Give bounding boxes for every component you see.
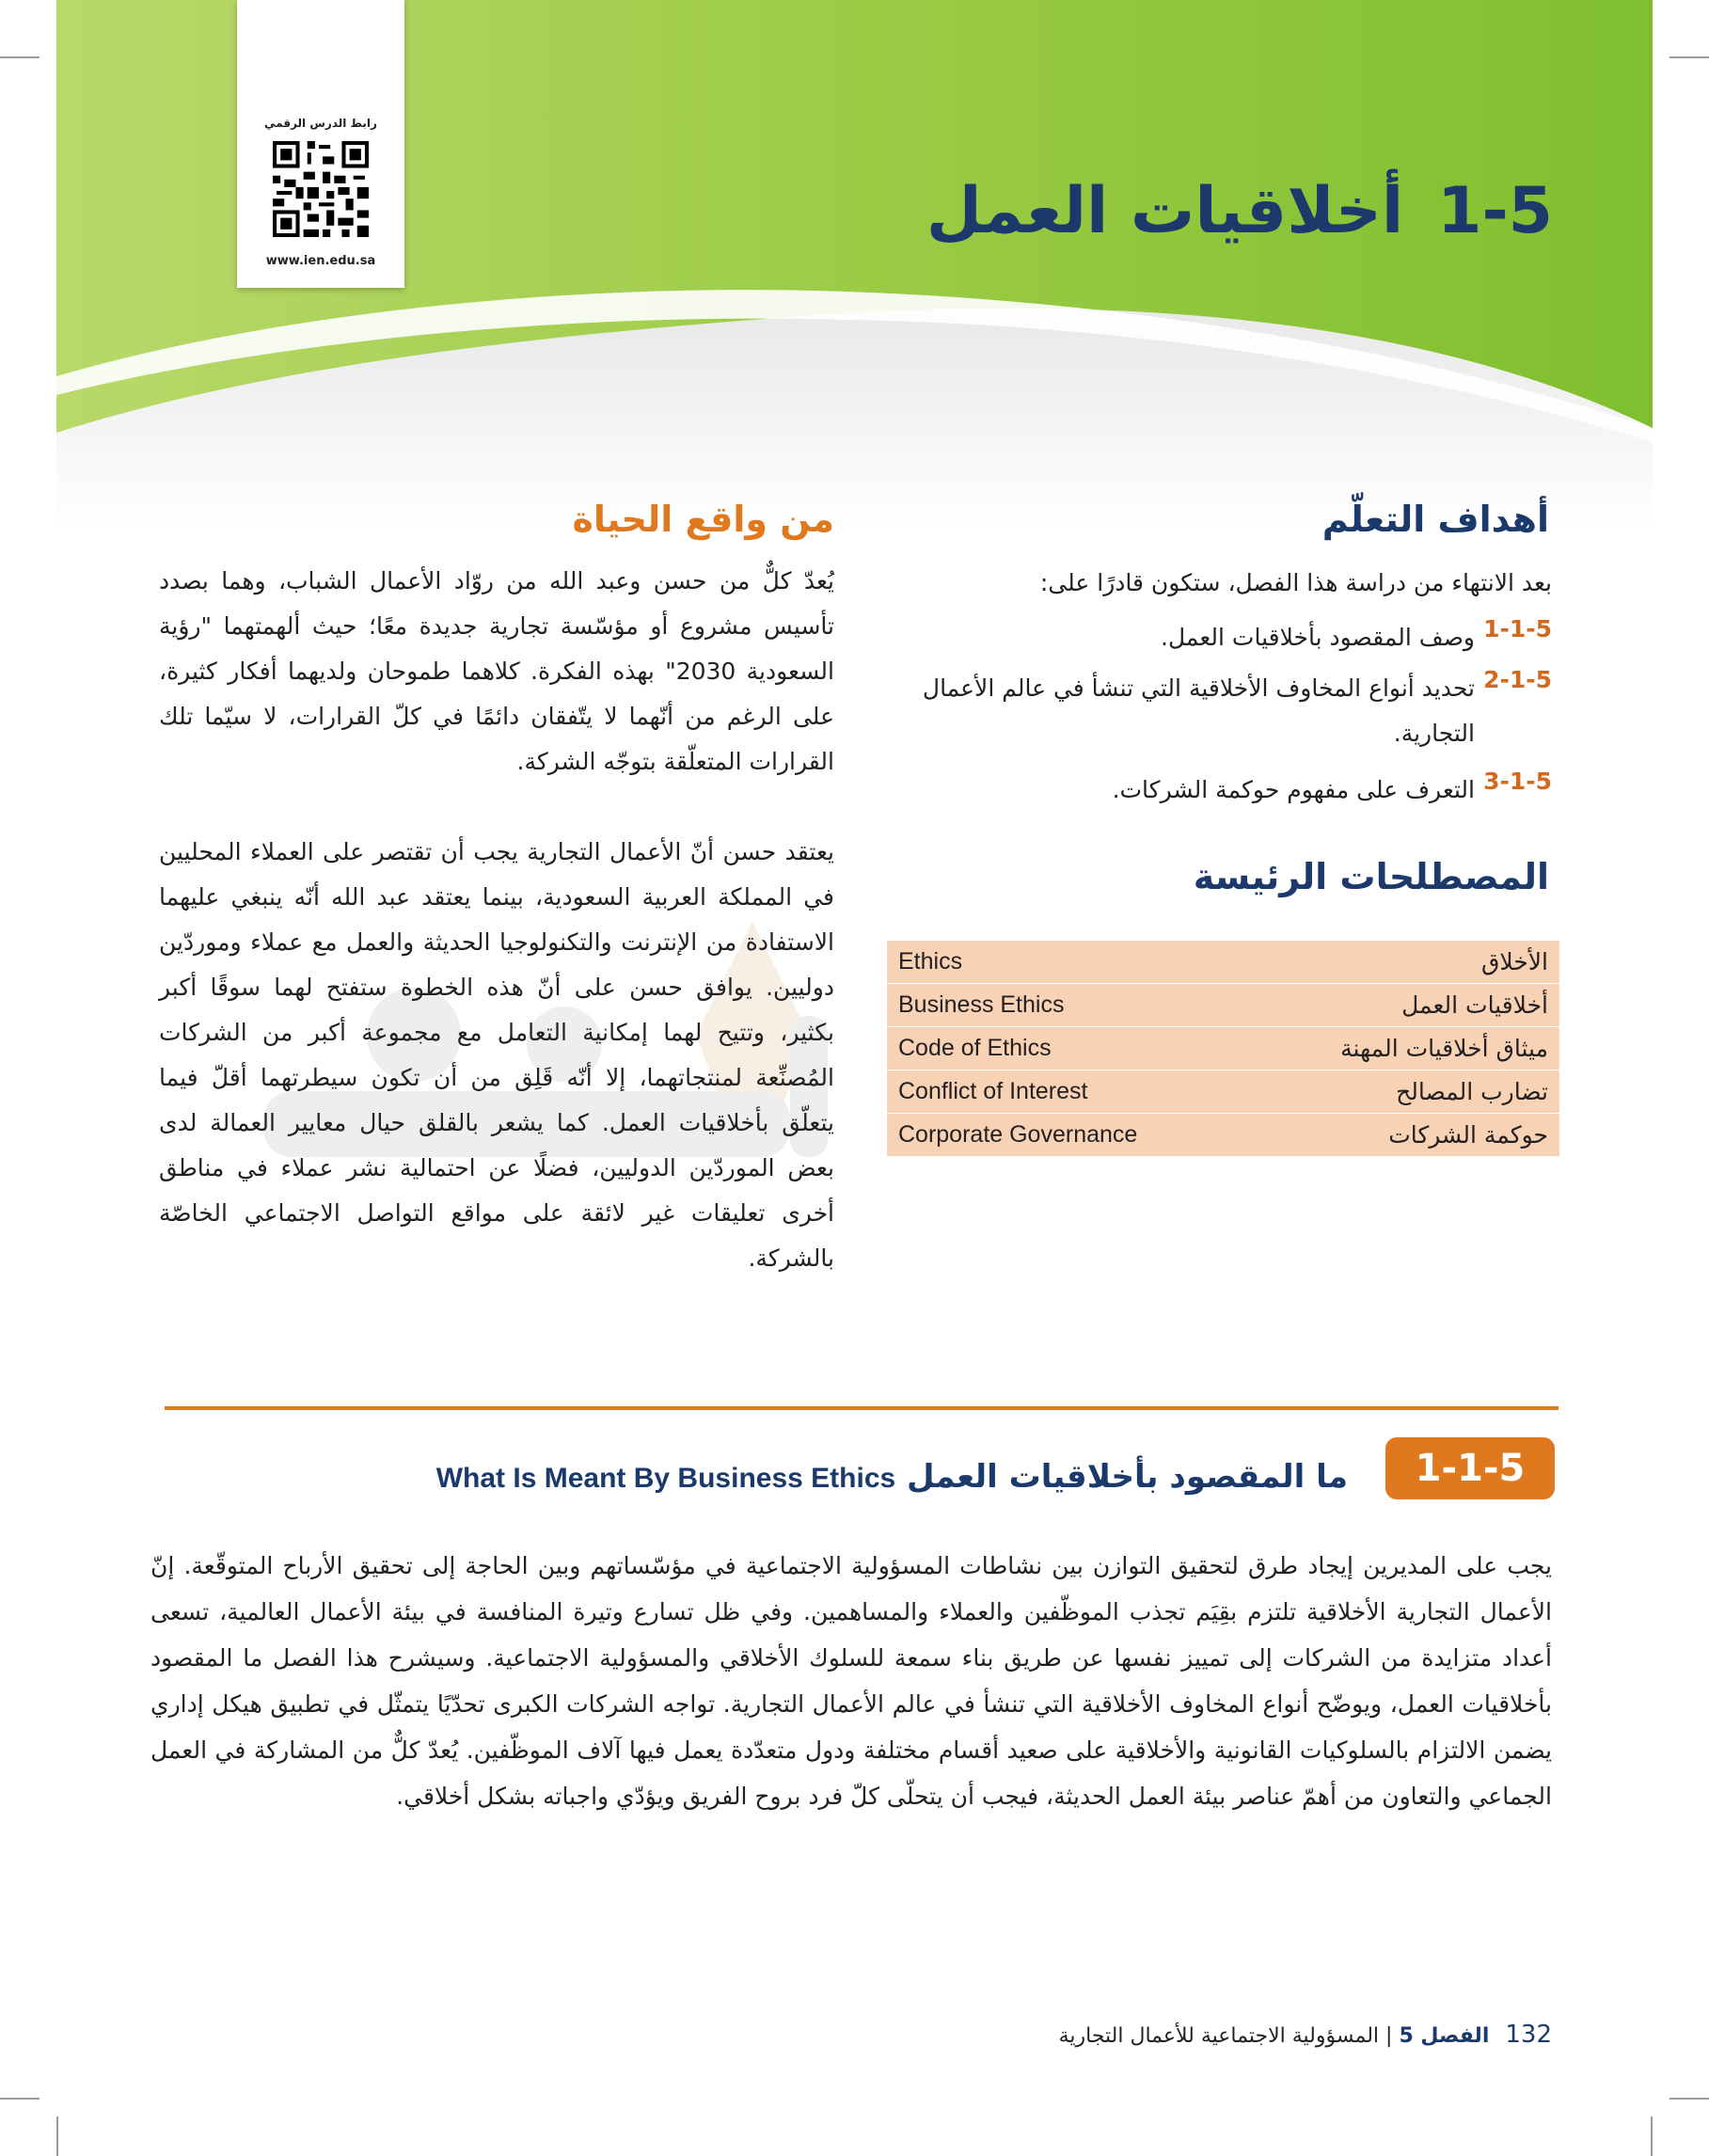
terms-row xyxy=(887,1070,1559,1114)
page-footer xyxy=(1059,2021,1552,2049)
chapter-title xyxy=(926,174,1553,248)
term-en: Code of Ethics xyxy=(887,1027,1244,1070)
terms-row xyxy=(887,984,1559,1027)
section-number-badge: 1-1-5 xyxy=(1385,1437,1555,1499)
objective-number: 3-1-5 xyxy=(1483,768,1552,795)
section-divider xyxy=(165,1406,1559,1410)
qr-url[interactable]: www.ien.edu.sa xyxy=(265,254,376,268)
term-en: Corporate Governance xyxy=(887,1114,1244,1157)
qr-card[interactable] xyxy=(237,0,404,288)
terms-row xyxy=(887,941,1559,984)
terms-heading: المصطلحات الرئيسة xyxy=(1193,856,1549,897)
section-body: يجب على المديرين إيجاد طرق لتحقيق التوازن بين نشاطات المسؤولية الاجتماعية في مؤسّساتهم وبين الحاجة إلى تحقيق الأرباح المتوقّعة. إنّ الأعمال التجارية الأخلاقية تلتزم بقِيَم تجذب الموظّفين والعملاء والمساهمين. وفي ظل تسارع وتيرة المنافسة في بيئة الأعمال العالمية، تسعى أعداد متزايدة من الشركات إلى تمييز نفسها عن طريق بناء سمعة للسلوك الأخلاقي والمسؤولية الاجتماعية. وسيشرح هذا الفصل ما المقصود بأخلاقيات العمل، ويوضّح أنواع المخاوف الأخلاقية التي تنشأ في عالم الأعمال التجارية. تواجه الشركات الكبرى تحدّيًا يتمثّل في تطبيق هيكل إداري يضمن الالتزام بالسلوكيات القانونية والأخلاقية على صعيد أقسام مختلفة ودول متعدّدة يعمل فيها آلاف الموظّفين. يُعدّ كلٌّ من المشاركة في العمل الجماعي والتعاون من أهمّ عناصر بيئة العمل الحديثة، فيجب أن يتحلّى كلّ فرد بروح الفريق ويؤدّي واجباته بشكل أخلاقي. xyxy=(150,1552,1552,1810)
section-title xyxy=(436,1458,1348,1496)
crop-mark xyxy=(0,2098,40,2100)
objective-number: 2-1-5 xyxy=(1483,666,1552,693)
objective-text: التعرف على مفهوم حوكمة الشركات. xyxy=(1112,776,1475,803)
term-ar: ميثاق أخلاقيات المهنة xyxy=(1244,1027,1559,1070)
footer-chapter: الفصل 5 xyxy=(1399,2024,1490,2048)
page-number: 132 xyxy=(1505,2021,1552,2049)
section-title-en: What Is Meant By Business Ethics xyxy=(435,1463,896,1494)
objective-number: 1-1-5 xyxy=(1483,615,1552,642)
term-ar: أخلاقيات العمل xyxy=(1244,984,1559,1027)
terms-row xyxy=(887,1114,1559,1157)
crop-mark xyxy=(1651,2116,1653,2156)
section-title-ar: ما المقصود بأخلاقيات العمل xyxy=(907,1458,1348,1496)
objective-item xyxy=(894,768,1552,813)
term-en: Business Ethics xyxy=(887,984,1244,1027)
objective-item xyxy=(894,666,1552,756)
term-ar: الأخلاق xyxy=(1244,941,1559,984)
term-ar: حوكمة الشركات xyxy=(1244,1114,1559,1157)
term-en: Ethics xyxy=(887,941,1244,984)
qr-code-icon[interactable] xyxy=(273,141,369,237)
crop-mark xyxy=(56,2116,58,2156)
objective-text: تحديد أنواع المخاوف الأخلاقية التي تنشأ في عالم الأعمال التجارية. xyxy=(922,674,1475,747)
objective-text: وصف المقصود بأخلاقيات العمل. xyxy=(1161,624,1475,651)
objectives-intro: بعد الانتهاء من دراسة هذا الفصل، ستكون قادرًا على: xyxy=(1039,569,1552,596)
real-life-heading: من واقع الحياة xyxy=(572,499,834,540)
crop-mark xyxy=(1669,2098,1709,2100)
objectives-heading: أهداف التعلّم xyxy=(1321,499,1549,540)
qr-label: رابط الدرس الرقمي xyxy=(264,117,377,130)
term-ar: تضارب المصالح xyxy=(1244,1070,1559,1114)
footer-separator: | xyxy=(1385,2024,1393,2048)
chapter-number: 1-5 xyxy=(1437,174,1553,248)
objective-item xyxy=(894,615,1552,660)
terms-table xyxy=(887,941,1559,1157)
terms-row xyxy=(887,1027,1559,1070)
real-life-paragraph-2: يعتقد حسن أنّ الأعمال التجارية يجب أن تقتصر على العملاء المحليين في المملكة العربية السعودية، بينما يعتقد عبد الله أنّه ينبغي عليهما الاستفادة من الإنترنت والتكنولوجيا الحديثة والعمل مع عملاء وموردّين دوليين. يوافق حسن على أنّ هذه الخطوة ستفتح لهما سوقًا أكبر بكثير، وتتيح لهما إمكانية التعامل مع مجموعة أكبر من الشركات المُصنِّعة لمنتجاتهما، إلا أنّه قَلِق من أن تكون سيطرتهما أقلّ فيما يتعلّق بأخلاقيات العمل. كما يشعر بالقلق حيال معايير العمالة لدى بعض الموردّين الدوليين، فضلًا عن احتمالية نشر عملاء في مناطق أخرى تعليقات غير لائقة على مواقع التواصل الاجتماعي الخاصّة بالشركة. xyxy=(159,838,834,1272)
real-life-paragraph-1: يُعدّ كلٌّ من حسن وعبد الله من روّاد الأعمال الشباب، وهما بصدد تأسيس مشروع أو مؤسّسة تجارية جديدة معًا؛ حيث ألهمتهما "رؤية السعودية 2030" بهذه الفكرة. كلاهما طموحان ولديهما أفكار كثيرة، على الرغم من أنّهما لا يتّفقان دائمًا في كلّ القرارات، لا سيّما تلك القرارات المتعلّقة بتوجّه الشركة. xyxy=(159,567,834,775)
chapter-title-text: أخلاقيات العمل xyxy=(926,174,1404,248)
footer-chapter-name: المسؤولية الاجتماعية للأعمال التجارية xyxy=(1058,2024,1380,2048)
term-en: Conflict of Interest xyxy=(887,1070,1244,1114)
